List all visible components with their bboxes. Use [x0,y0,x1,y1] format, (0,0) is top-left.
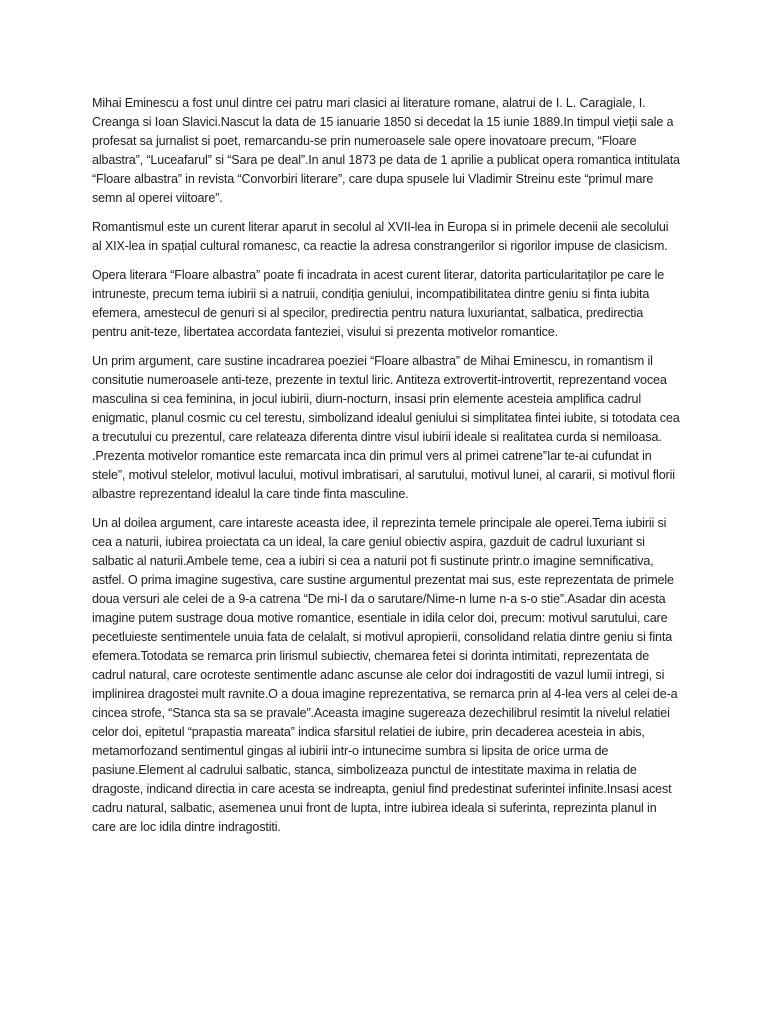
paragraph-romantism-definition: Romantismul este un curent literar aparut in secolul al XVII-lea in Europa si in primele decenii ale secolului al XIX-lea in spațial cultural romanesc, ca reactie la adresa constrangerilor si rigorilor impuse de clasicism. [92,220,669,253]
paragraph-intro: Mihai Eminescu a fost unul dintre cei patru mari clasici ai literature romane, alatrui de I. L. Caragiale, I. Creanga si Ioan Slavici.Nascut la data de 15 ianuarie 1850 si decedat la 15 iunie 1889.In timpul vieții sale a profesat sa jurnalist si poet, remarcandu-se prin numeroasele sale opere inovatoare precum, “Floare albastra”, “Luceafarul” si “Sara pe deal”.In anul 1873 pe data de 1 aprilie a publicat opera romantica intitulata “Floare albastra” in revista “Convorbiri literare”, care dupa spusele lui Vladimir Streinu este “primul mare semn al operei viitoare”. [92,96,680,205]
document-body [92,94,680,847]
paragraph-second-argument: Un al doilea argument, care intareste aceasta idee, il reprezinta temele principale ale operei.Tema iubirii si cea a naturii, iubirea proiectata ca un ideal, la care geniul obiectiv aspira, gazduit de cadrul luxuriant si salbatic al naturii.Ambele teme, cea a iubiri si cea a naturii pot fi sustinute printr.o imagine semnificativa, astfel. O prima imagine sugestiva, care sustine argumentul prezentat mai sus, este reprezentata de primele doua versuri ale celei de a 9-a catrena “De mi-I da o sarutare/Nime-n lume n-a s-o stie”.Asadar din acesta imagine putem sustrage doua motive romantice, esentiale in idila celor doi, precum: motivul sarutului, care pecetluieste sentimentele unuia fata de celalalt, si motivul apropierii, consolidand relatia dintre geniu si finta efemera.Totodata se remarca prin lirismul subiectiv, chemarea fetei si dorinta intimitati, reprezentata de cadrul natural, care ocroteste sentimentle adanc ascunse ale celor doi indragostiti de vazul lumii intregi, si implinirea dragostei mult ravnite.O a doua imagine reprezentativa, se remarca prin al 4-lea vers al celei de-a cincea strofe, “Stanca sta sa se pravale”.Aceasta imagine sugereaza dezechilibrul resimtit la nivelul relatiei celor doi, epitetul “prapastia mareata” indica sfarsitul relatiei de iubire, prin decaderea acesteia in abis, metamorfozand sentimentul gingas al iubirii intr-o intunecime sumbra si lipsita de orice urma de pasiune.Element al cadrului salbatic, stanca, simbolizeaza punctul de intestitate maxima in relatia de dragoste, indicand directia in care acesta se indreapta, geniul find predestinat suferintei infinite.Insasi acest cadru natural, salbatic, asemenea unui front de lupta, intre iubirea ideala si suferinta, reprezinta planul in care are loc idila dintre indragostiti. [92,516,678,834]
paragraph-first-argument: Un prim argument, care sustine incadrarea poeziei “Floare albastra” de Mihai Eminescu, in romantism il consitutie numeroasele anti-teze, prezente in textul liric. Antiteza extrovertit-introvertit, reprezentand vocea masculina si cea feminina, in jocul iubirii, diurn-nocturn, insasi prin elemente acesteia amplifica cadrul enigmatic, planul cosmic cu cel terestu, simbolizand idealul geniului si simplitatea fintei iubite, si totodata cea a trecutului cu prezentul, care relateaza diferenta dintre visul iubirii ideale si realitatea curda si nemiloasa. .Prezenta motivelor romantice este remarcata inca din primul vers al primei catrene”Iar te-ai cufundat in stele”, motivul stelelor, motivul lacului, motivul imbratisari, al sarutului, motivul lunei, al cararii, si motivul florii albastre reprezentand idealul la care tinde finta masculine. [92,354,680,501]
paragraph-thesis: Opera literara “Floare albastra” poate fi incadrata in acest curent literar, datorita particularitaților pe care le intruneste, precum tema iubirii si a natruii, condiția geniului, incompatibilitatea dintre geniu si finta iubita efemera, amestecul de genuri si al specilor, predirectia pentru natura luxuriantat, salbatica, predirectia pentru anit-teze, libertatea accordata fanteziei, visului si prezenta motivelor romantice. [92,268,665,339]
